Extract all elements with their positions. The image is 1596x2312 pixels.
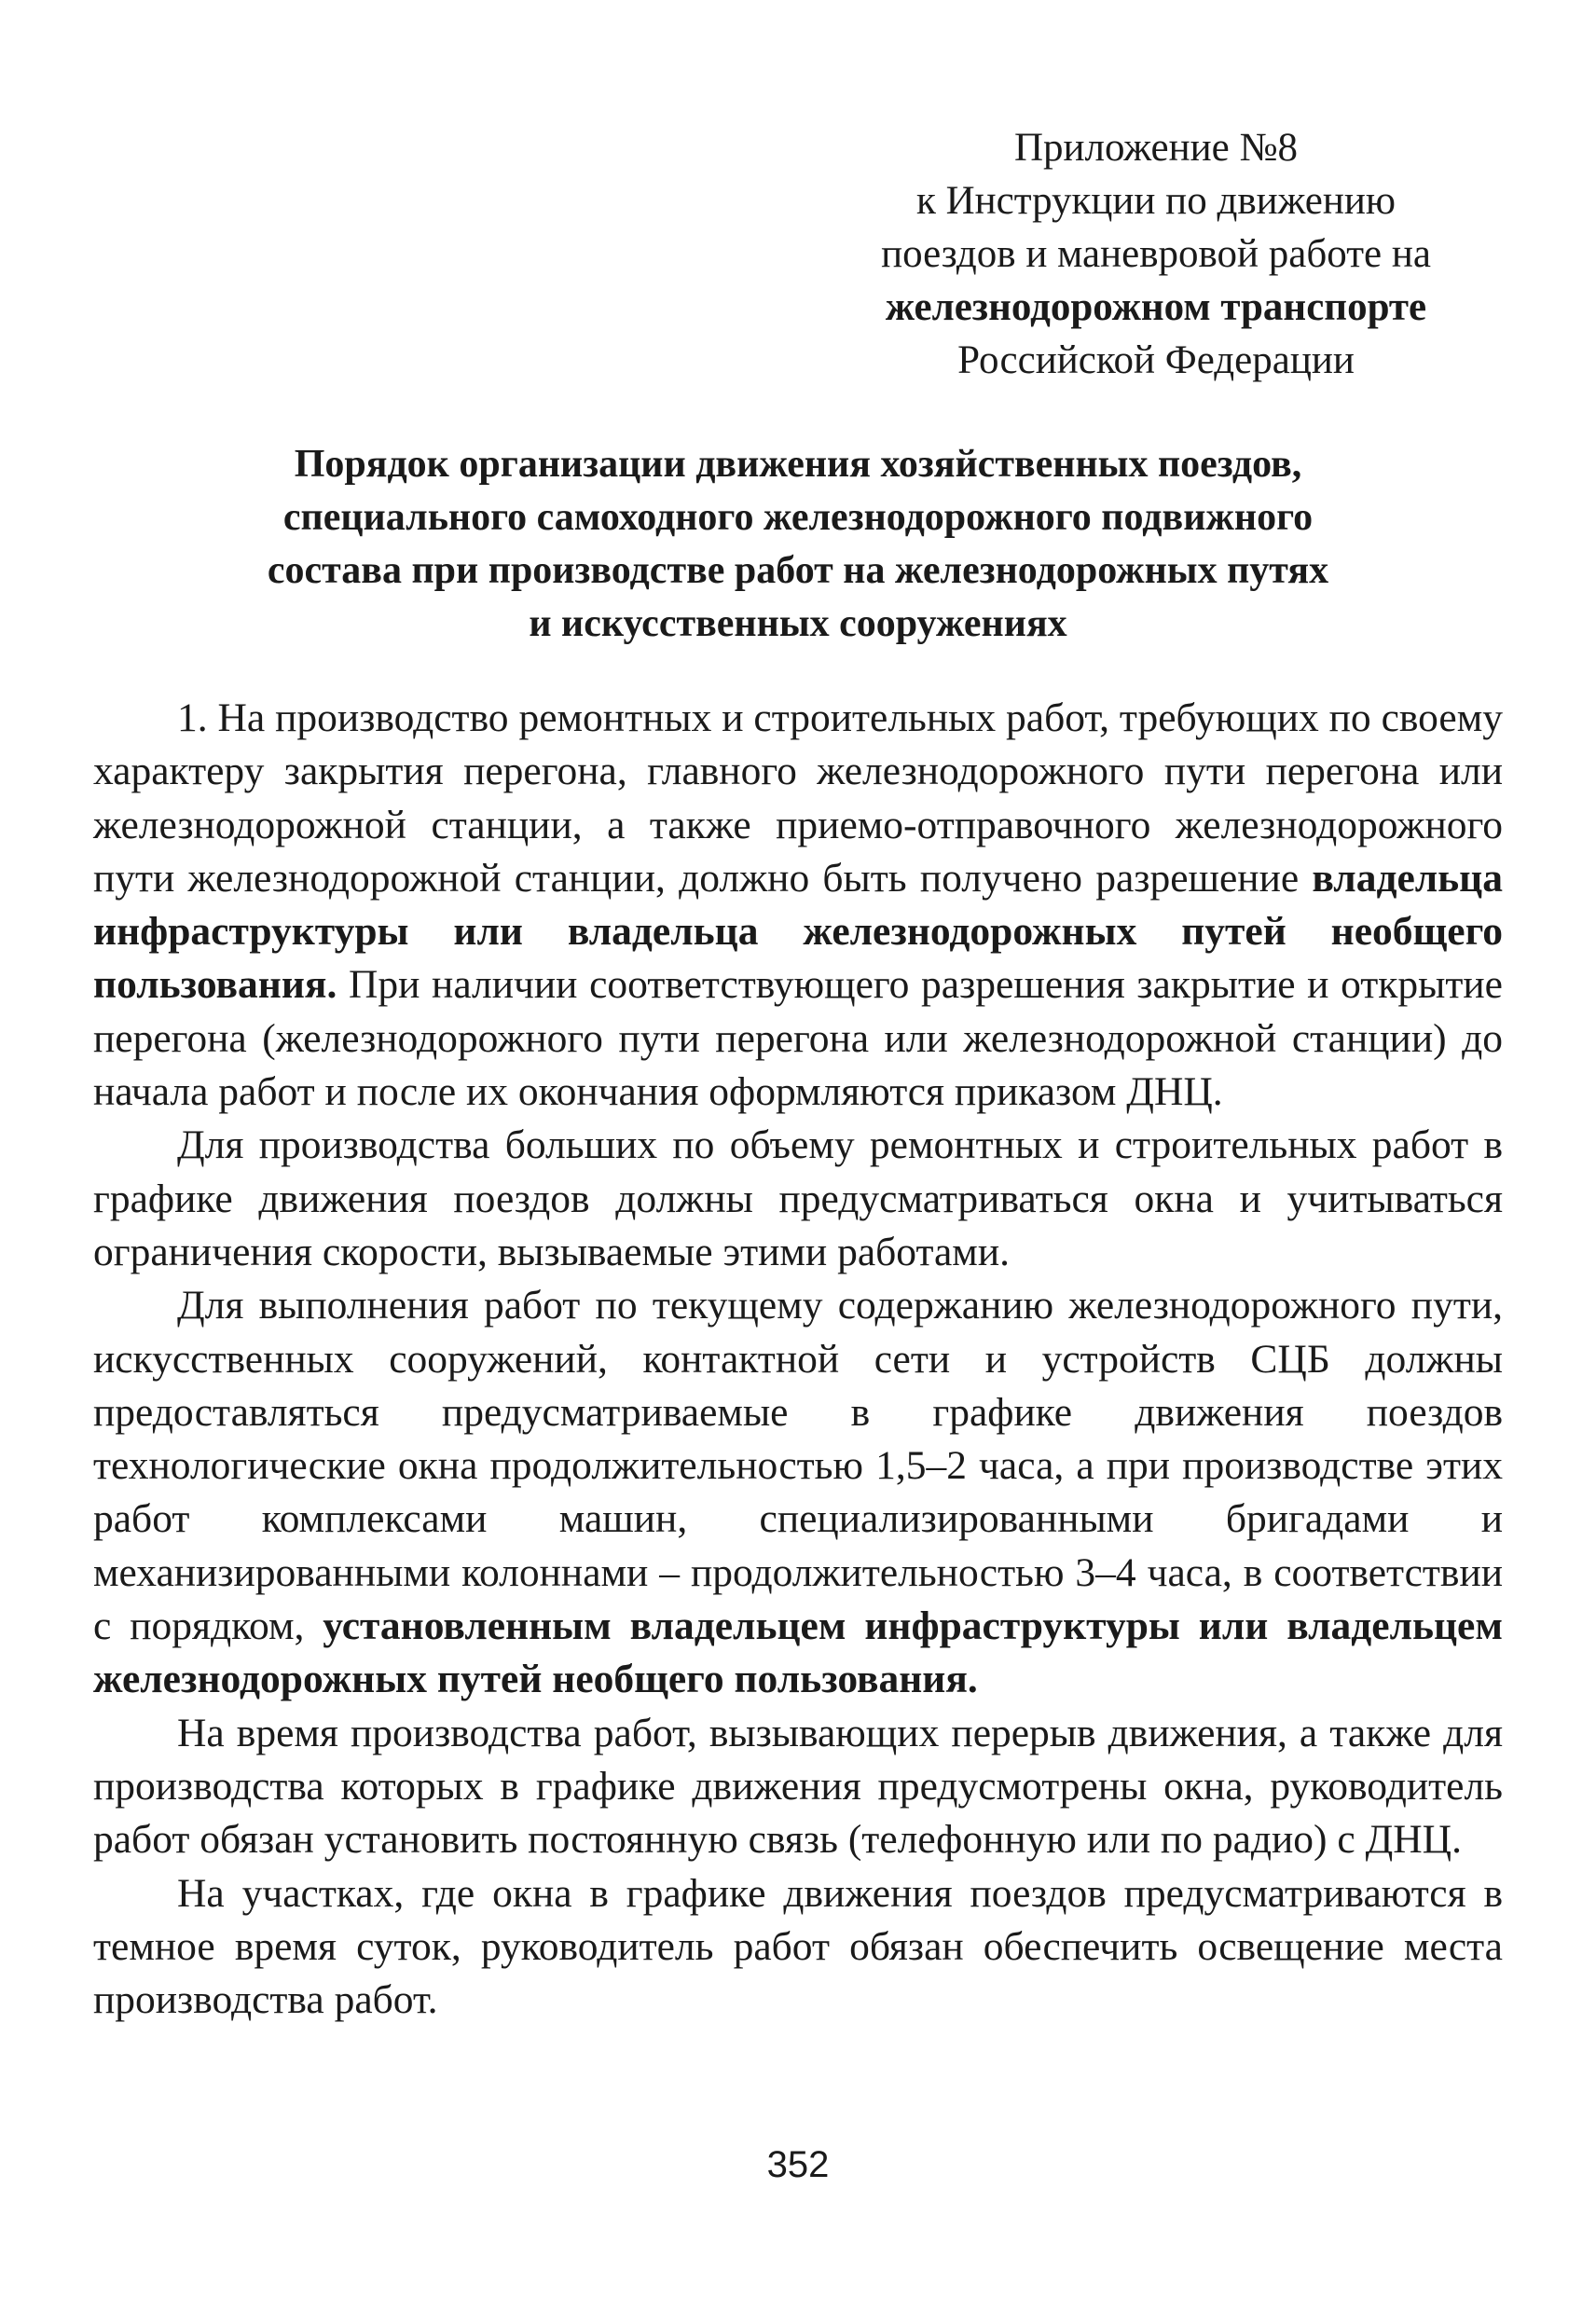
title-line: специального самоходного железнодорожного подвижного <box>282 496 1314 539</box>
title-line: Порядок организации движения хозяйственных поездов, <box>294 443 1302 486</box>
title-line: и искусственных сооружениях <box>529 602 1067 645</box>
paragraph-4: На время производства работ, вызывающих перерыв движения, а также для производства которых в графике движения предусмотрены окна, руководитель работ обязан установить постоянную связь (телефонную или по радио) с ДНЦ. <box>93 1710 1503 1863</box>
appendix-reference-line: железнодорожном транспорте <box>885 285 1427 329</box>
paragraph-bold-text: владельца инфраструктуры или владельца железнодорожных путей необщего пользования. <box>93 855 1503 1008</box>
paragraph-text: При наличии соответствующего разрешения закрытие и открытие перегона (железнодорожного пути перегона или железнодорожной станции) до начала работ и после их окончания оформляются приказом ДНЦ. <box>93 962 1503 1115</box>
paragraph-text: Для выполнения работ по текущему содержанию железнодорожного пути, искусственных сооружений, контактной сети и устройств СЦБ должны предоставляться предусматриваемые в графике движения поездов технологические окна продолжительностью 1,5–2 часа, а при производстве этих работ комплексами машин, специализированными бригадами и механизированными колоннами – продолжительностью 3–4 часа, в соответствии с порядком, <box>93 1283 1503 1649</box>
paragraph-bold-text: установленным владельцем инфраструктуры или владельцем железнодорожных путей необщего пользования. <box>93 1603 1503 1702</box>
document-title <box>93 438 1503 651</box>
appendix-number: Приложение №8 <box>1013 126 1299 170</box>
title-line: состава при производстве работ на железнодорожных путях <box>267 549 1329 592</box>
paragraph-text: 1. На производство ремонтных и строительных работ, требующих по своему характеру закрытия перегона, главного железнодорожного пути перегона или железнодорожной станции, а также приемо-отправочного железнодорожного пути железнодорожной станции, должно быть получено разрешение <box>93 695 1503 901</box>
paragraph-5: На участках, где окна в графике движения поездов предусматриваются в темное время суток, руководитель работ обязан обеспечить освещение места производства работ. <box>93 1870 1503 2023</box>
appendix-reference-line: к Инструкции по движению <box>915 179 1396 223</box>
paragraph-2: Для производства больших по объему ремонтных и строительных работ в графике движения поездов должны предусматриваться окна и учитываться ограничения скорости, вызываемые этими работами. <box>93 1122 1503 1274</box>
document-body <box>93 692 1503 2027</box>
paragraph-3 <box>93 1279 1503 1706</box>
appendix-reference-line: Российской Федерации <box>957 338 1355 382</box>
appendix-reference-line: поездов и маневровой работе на <box>881 232 1431 276</box>
paragraph-1 <box>93 692 1503 1119</box>
page-number: 352 <box>766 2144 830 2185</box>
appendix-header <box>820 121 1492 387</box>
